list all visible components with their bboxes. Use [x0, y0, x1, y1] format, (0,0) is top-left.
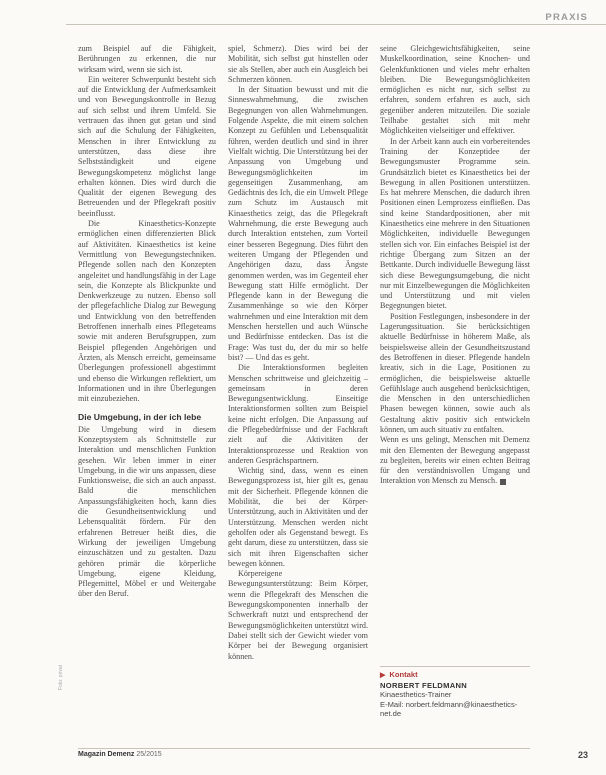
text-column-1 — [78, 44, 216, 600]
section-label: PRAXIS — [545, 12, 588, 23]
paragraph: Wenn es uns gelingt, Menschen mit Demenz mit den Elementen der Bewegung angepasst zu begleiten, bereits wir einen echten Beitrag für den verständnisvollen Umgang und Interaktion von Mensch zu Mensch. — [380, 435, 530, 486]
paragraph: Wichtig sind, dass, wenn es einen Bewegungsprozess ist, hier gilt es, genau mit der Sicherheit. Pflegende können die Mobilität, die bei der Körper-Unterstützung, auch in Aktivitäten und der Unterstützung. Menschen werden nicht geholfen oder als Gegenstand bewegt. Es geht darum, diese zu unterstützen, dass sie sich mit ihren Eigenschaften sicher bewegen können. — [228, 466, 368, 568]
paragraph: Die Interaktionsformen begleiten Menschen schrittweise und gleichzeitig – gemeinsam in deren Bewegungsentwicklung. Einseitige Interaktionsformen sollten zum Beispiel keine nicht erfolgen. Die Anpassung auf die Pflegebedürfnisse und der Fachkraft zielt auf die Aktivitäten der Interaktionsprozesse und Reaktion von anderen Gesprächspartnern. — [228, 363, 368, 465]
paragraph: spiel, Schmerz). Dies wird bei der Mobilität, sich selbst gut hinstellen oder sie als Stellen, aber auch ein Ausgleich bei Schmerzen können. — [228, 44, 368, 84]
contact-name: NORBERT FELDMANN — [380, 680, 468, 690]
end-mark-icon — [500, 479, 506, 485]
paragraph: seine Gleichgewichtsfähigkeiten, seine Muskelkoordination, seine Knochen- und Gelenkfunktionen und vieles mehr erhalten bleiben. Die Bewegungsmöglichkeiten ermöglichen es nicht nur, sich selbst zu erfahren, sondern erfahren es auch, sich gegenüber anderen mitzuteilen. Die soziale Teilhabe gestaltet sich mit mehr Möglichkeiten vielseitiger und effektiver. — [380, 44, 530, 136]
issue-number: 25/2015 — [136, 751, 162, 758]
paragraph: Position Festlegungen, insbesondere in der Lagerungssituation. Sie berücksichtigen aktuelle Bedürfnisse in höherem Maße, als beispielsweise allein der Gesundheitszustand des Betroffenen in dieser. Pflegende handeln kreativ, sich in die Lage, Positionen zu ermöglichen, die beispielsweise aktuelle Gefühlslage auch ausgehend berücksichtigen, die Menschen in den unterschiedlichen Phasen bewegen können, sowie auch als Gestaltung aktiv positiv sich entwickeln können, um auch situativ zu entfalten. — [380, 311, 530, 434]
footer-magazine — [78, 751, 162, 758]
text-column-2 — [228, 44, 368, 662]
paragraph: In der Arbeit kann auch ein vorbereitendes Training der Konzeptidee der Bewegungsmuster Programme sein. Grundsätzlich bietet es Kinaesthetics bei der Bewegung in allen Positionen unterstützen. Es hat mehrere Menschen, die dadurch ihren Positionen einen Lernprozess einfließen. Das sind keine Standardpositionen, aber mit Kinaesthetics eine mehrere in den Situationen Möglichkeiten, individuelle Bewegungen stellen sich vor. Ein einfaches Beispiel ist der richtige Übergang zum Sitzen an der Bettkante. Durch individuelle Bewegung lässt sich diese Bewegungsumgebung, die nicht nur mit Einzelbewegungen die Möglichkeiten und Unterstützung und mit vielen Begegnungen bietet. — [380, 136, 530, 311]
contact-box — [380, 670, 530, 719]
paragraph: Körpereigene Bewegungsunterstützung: Beim Körper, wenn die Pflegekraft des Menschen die Bewegungskomponenten innerhalb der Schwerkraft nutzt und entsprechend der Bewegungsmöglichkeiten unterstützt wird. Dabei stellt sich der Gewicht wieder vom Körper bei der Bewegung organisiert können. — [228, 569, 368, 661]
footer-rule — [78, 748, 530, 749]
subheading: Die Umgebung, in der ich lebe — [78, 412, 202, 423]
paragraph: In der Situation bewusst und mit die Sinneswahrnehmung, die zwischen Begegnungen von allen Wahrnehmungen. Folgende Aspekte, die mit einem solchen Konzept zu Gefühlen und Lebensqualität führen, werden deutlich und sind in ihrer Vielfalt wichtig. Die Unterstützung bei der Anpassung von Umgebung und Bewegungsmöglichkeiten im gegenseitigen Zusammenhang, am Gedächtnis des Ich, die ein Umwelt Pflege zum Schutz im Austausch mit Kinaesthetics zeigt, das die Pflegekraft Wahrnehmung, die erste Bewegung auch durch Interaktion entstehen, zum Vorteil einer besseren Begegnung. Dies führt den weiteren Umgang der Pflegenden und Angehörigen dazu, dass Ängste genommen werden, was im Gegenteil eher Bewegung statt Hilfe ermöglicht. Der Pflegende kann in der Bewegung die Zusammenhänge so wie den Körper wahrnehmen und eine Interaktion mit dem Menschen herstellen und auch Wünsche und Bedürfnisse entdecken. Das ist die Frage: Was tust du, der du mir so helfe bist? — Und das es geht. — [228, 85, 368, 362]
contact-divider — [380, 666, 530, 667]
header-rule — [66, 12, 606, 25]
paragraph: Die Umgebung wird in diesem Konzeptsystem als Schnittstelle zur Interaktion und menschlichen Funktion gesehen. Wir leben immer in einer Umgebung, in die wir uns anpassen, diese Funktionsweise, die sich an auch anpasst. Bald die menschlichen Anpassungsfähigkeiten hoch, kann dies die Gesundheitsentwicklung und Lebensqualität fördern. Für den erfahrenen Betreuer heißt dies, die Wirkung der jeweiligen Umgebung einzuschätzen und zu gestalten. Dazu gehören primär die körperliche Umgebung, eigene Kleidung, Pflegemittel, Möbel er und Weitergabe über den Beruf. — [78, 424, 216, 599]
contact-label: ▶ Kontakt — [380, 670, 418, 679]
contact-role: Kinaesthetics-Trainer — [380, 690, 452, 699]
magazine-title: Magazin Demenz — [78, 751, 135, 758]
text-column-3 — [380, 44, 530, 487]
triangle-icon: ▶ — [380, 672, 386, 679]
photo-credit: Foto: privat — [58, 664, 64, 690]
paragraph: zum Beispiel auf die Fähigkeit, Berührungen zu erkennen, die nur wirksam wird, wenn sie sich ist. — [78, 44, 216, 74]
contact-email[interactable]: E-Mail: norbert.feldmann@kinaesthetics-net.de — [380, 699, 518, 718]
page-number: 23 — [577, 750, 588, 760]
paragraph: Die Kinaesthetics-Konzepte ermöglichen einen differenzierten Blick auf Aktivitäten. Kinaesthetics ist keine Vermittlung von Bewegungstechniken. Pflegende sollen nach den Konzepten angeleitet und handlungsfähig in der Lage sein, die Konzepte als Blickpunkte und Denkwerkzeuge zu nutzen. Ebenso soll der pflegefachliche Dialog zur Bewegung und Entwicklung von den betreffenden Betroffenen innerhalb eines Pflegeteams sowie mit anderen Berufsgruppen, zum Beispiel pflegenden Angehörigen und Ärzten, als Mensch erreicht, gemeinsame Überlegungen professionell abgestimmt und ebenso die Wirkungen reflektiert, um Informationen und in ihre Überlegungen mit einzubeziehen. — [78, 219, 216, 404]
paragraph: Ein weiterer Schwerpunkt besteht sich auf die Entwicklung der Aufmerksamkeit und von Bewegungskontrolle in Bezug auf sich selbst und ihrem Umfeld. Sie vertrauen das ihnen gut getan und sind sich auf die Schulung der Fähigkeiten, Menschen in ihrer Entwicklung zu unterstützen, dass diese ihre Selbstständigkeit und eigene Bewegungskompetenz möglichst lange erhalten können. Dies wird durch die Qualität der eigenen Bewegung des Betreuenden und der Pflegekraft positiv beeinflusst. — [78, 74, 216, 218]
